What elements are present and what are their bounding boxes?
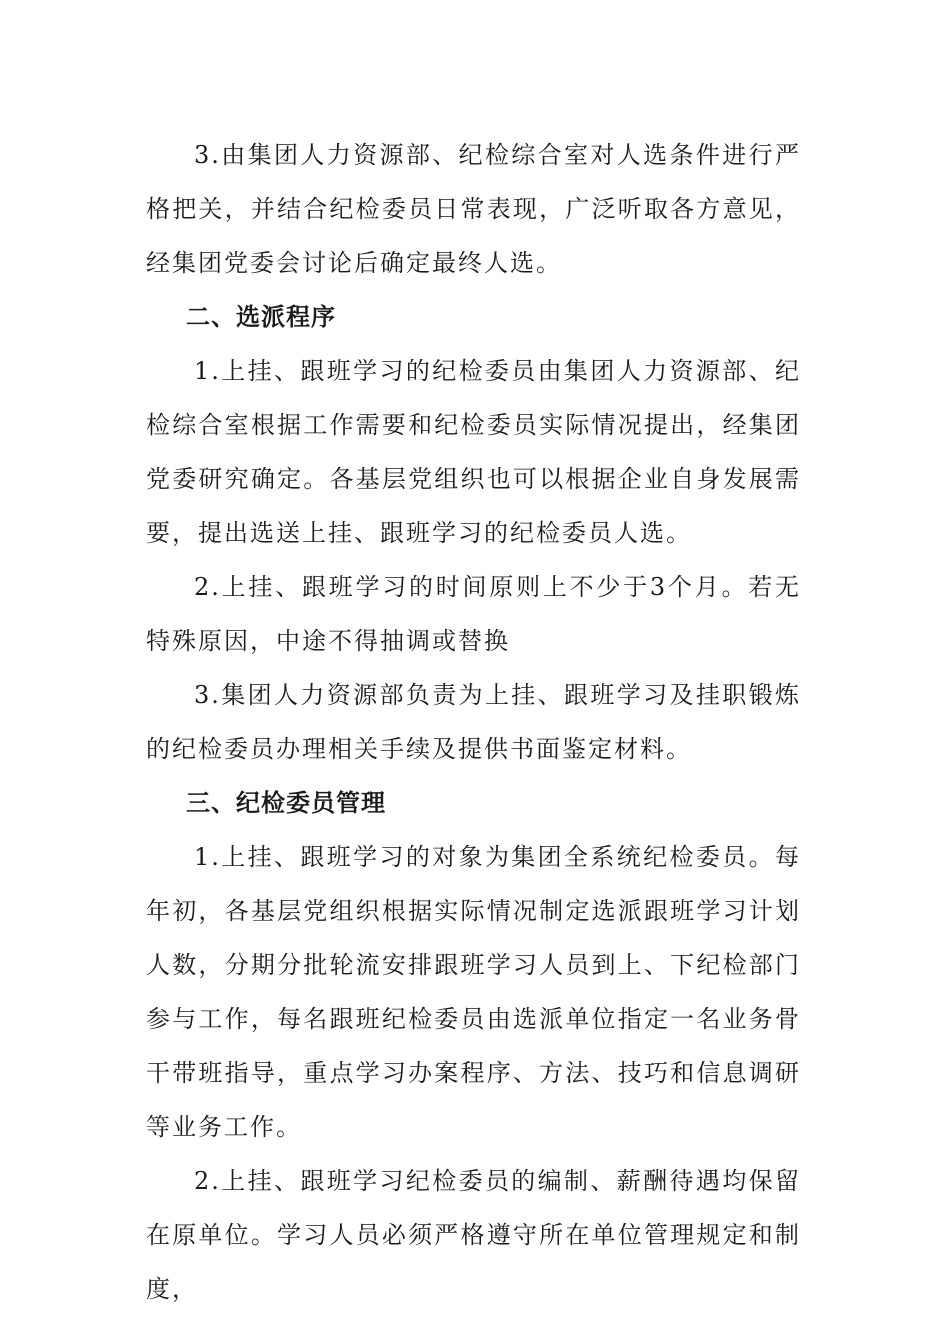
paragraph-study-targets: 1.上挂、跟班学习的对象为集团全系统纪检委员。每年初，各基层党组织根据实际情况制定选派跟班学习计划人数，分期分批轮流安排跟班学习人员到上、下纪检部门参与工作，每名跟班纪检委员由选派单位指定一名业务骨干带班指导，重点学习办案程序、方法、技巧和信息调研等业务工作。 — [146, 843, 801, 1141]
paragraph-personnel-review: 3.由集团人力资源部、纪检综合室对人选条件进行严格把关，并结合纪检委员日常表现，广泛听取各方意见，经集团党委会讨论后确定最终人选。 — [146, 141, 801, 277]
section-heading-selection-procedure: 二、选派程序 — [186, 302, 336, 331]
paragraph-procedures-materials: 3.集团人力资源部负责为上挂、跟班学习及挂职锻炼的纪检委员办理相关手续及提供书面鉴定材料。 — [146, 681, 801, 763]
document-body — [146, 128, 801, 1316]
paragraph-selection-proposal: 1.上挂、跟班学习的纪检委员由集团人力资源部、纪检综合室根据工作需要和纪检委员实际情况提出，经集团党委研究确定。各基层党组织也可以根据企业自身发展需要，提出选送上挂、跟班学习的纪检委员人选。 — [146, 357, 801, 547]
paragraph-study-duration: 2.上挂、跟班学习的时间原则上不少于3个月。若无特殊原因，中途不得抽调或替换 — [146, 573, 801, 655]
section-heading-member-management: 三、纪检委员管理 — [186, 788, 386, 817]
paragraph-staffing-salary: 2.上挂、跟班学习纪检委员的编制、薪酬待遇均保留在原单位。学习人员必须严格遵守所在单位管理规定和制度， — [146, 1167, 801, 1303]
